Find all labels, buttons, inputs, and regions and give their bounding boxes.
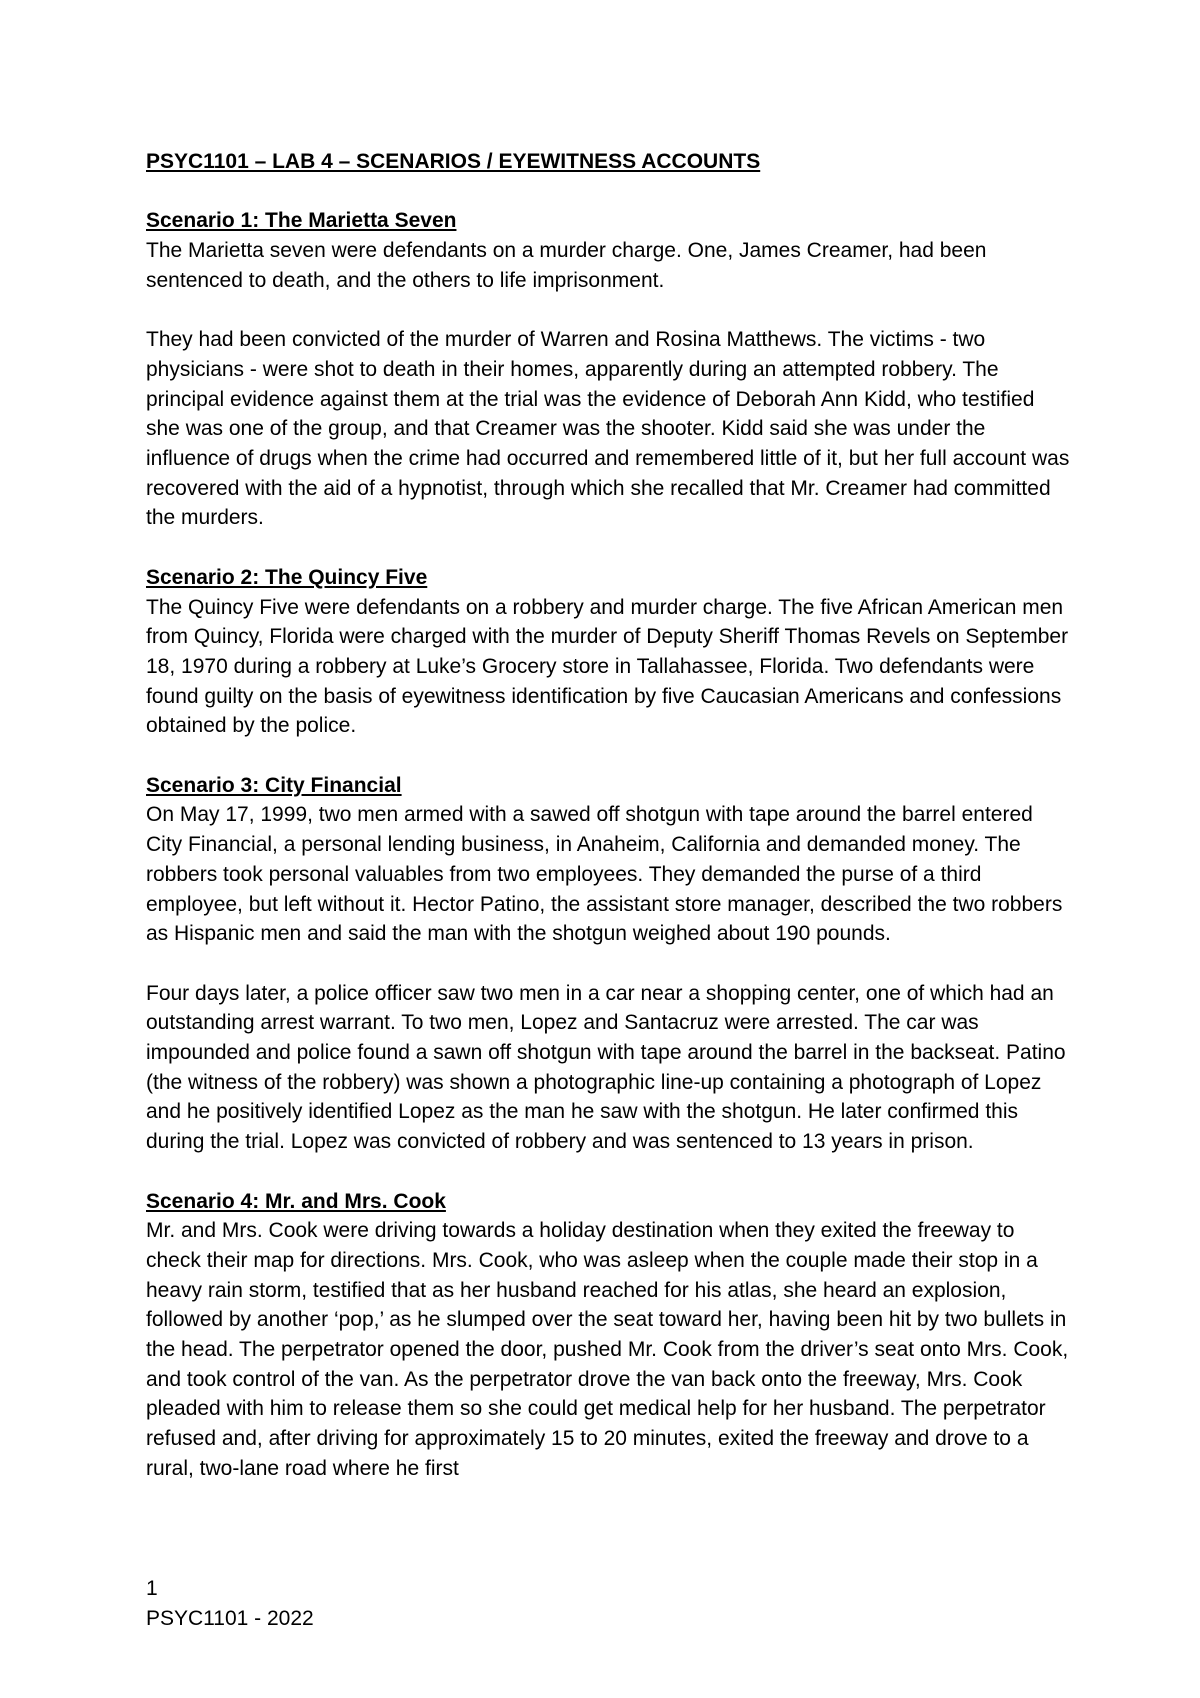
scenario-paragraph: The Quincy Five were defendants on a robbery and murder charge. The five African American men from Quincy, Florida were charged with the murder of Deputy Sheriff Thomas Revels on September 18, 1970 during a robbery at Luke’s Grocery store in Tallahassee, Florida. Two defendants were found guilty on the basis of eyewitness identification by five Caucasian Americans and confessions obtained by the police. xyxy=(146,595,1069,738)
scenario-paragraph: Four days later, a police officer saw two men in a car near a shopping center, one of which had an outstanding arrest warrant. To two men, Lopez and Santacruz were arrested. The car was impounded and police found a sawn off shotgun with tape around the barrel in the backseat. Patino (the witness of the robbery) was shown a photographic line-up containing a photograph of Lopez and he positively identified Lopez as the man he saw with the shotgun. He later confirmed this during the trial. Lopez was convicted of robbery and was sentenced to 13 years in prison. xyxy=(146,981,1066,1154)
scenario-3 xyxy=(146,771,1071,1157)
scenario-paragraph: On May 17, 1999, two men armed with a sawed off shotgun with tape around the barrel entered City Financial, a personal lending business, in Anaheim, California and demanded money. The robbers took personal valuables from two employees. They demanded the purse of a third employee, but left without it. Hector Patino, the assistant store manager, described the two robbers as Hispanic men and said the man with the shotgun weighed about 190 pounds. xyxy=(146,803,1063,946)
scenario-paragraph: They had been convicted of the murder of Warren and Rosina Matthews. The victims - two physicians - were shot to death in their homes, apparently during an attempted robbery. The principal evidence against them at the trial was the evidence of Deborah Ann Kidd, who testified she was one of the group, and that Creamer was the shooter. Kidd said she was under the influence of drugs when the crime had occurred and remembered little of it, but her full account was recovered with the aid of a hypnotist, through which she recalled that Mr. Creamer had committed the murders. xyxy=(146,328,1070,530)
scenario-1 xyxy=(146,206,1071,533)
scenario-paragraph: Mr. and Mrs. Cook were driving towards a holiday destination when they exited the freeway to check their map for directions. Mrs. Cook, who was asleep when the couple made their stop in a heavy rain storm, testified that as her husband reached for his atlas, she heard an explosion, followed by another ‘pop,’ as he slumped over the seat toward her, having been hit by two bullets in the head. The perpetrator opened the door, pushed Mr. Cook from the driver’s seat onto Mrs. Cook, and took control of the van. As the perpetrator drove the van back onto the freeway, Mrs. Cook pleaded with him to release them so she could get medical help for her husband. The perpetrator refused and, after driving for approximately 15 to 20 minutes, exited the freeway and drove to a rural, two-lane road where he first xyxy=(146,1219,1069,1480)
scenario-heading: Scenario 4: Mr. and Mrs. Cook xyxy=(146,1189,446,1213)
document-page xyxy=(146,147,1071,1513)
scenario-heading: Scenario 2: The Quincy Five xyxy=(146,565,428,589)
scenario-4 xyxy=(146,1187,1071,1484)
scenario-heading: Scenario 1: The Marietta Seven xyxy=(146,209,457,233)
page-number: 1 xyxy=(146,1577,158,1600)
scenario-heading: Scenario 3: City Financial xyxy=(146,773,402,797)
scenario-paragraph: The Marietta seven were defendants on a murder charge. One, James Creamer, had been sentenced to death, and the others to life imprisonment. xyxy=(146,239,987,292)
footer-course-label: PSYC1101 - 2022 xyxy=(146,1607,314,1630)
scenario-2 xyxy=(146,563,1071,741)
page-footer xyxy=(146,1574,314,1634)
document-title: PSYC1101 – LAB 4 – SCENARIOS / EYEWITNESS ACCOUNTS xyxy=(146,150,761,173)
